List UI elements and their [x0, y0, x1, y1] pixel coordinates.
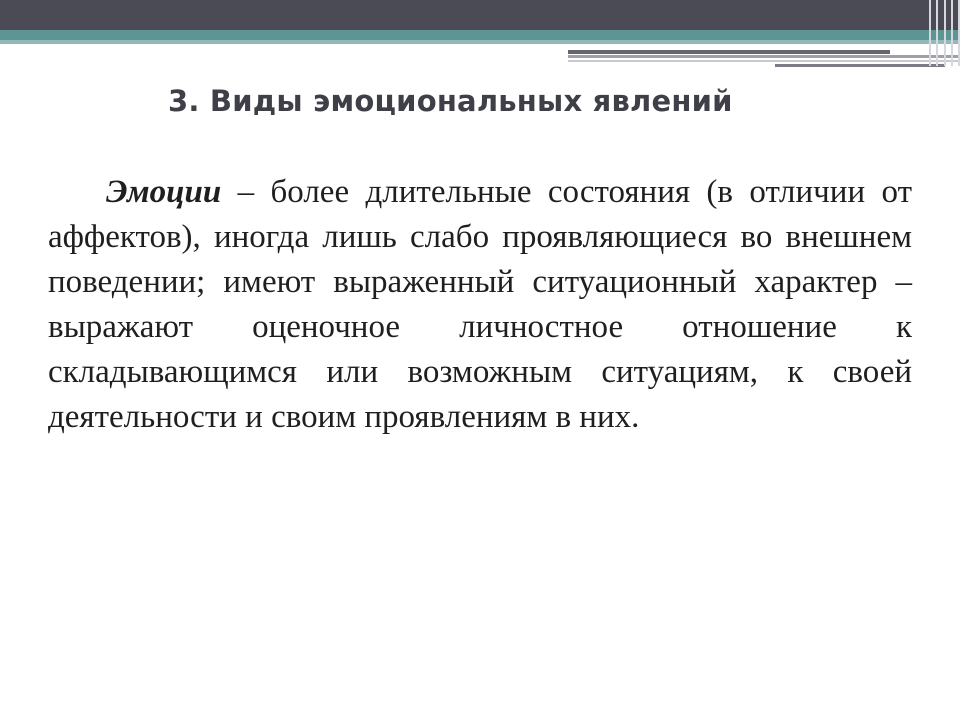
term-emotions: Эмоции — [106, 174, 222, 210]
term-definition: – более длительные состояния (в отличии от аффектов), иногда лишь слабо проявляющиеся во внешнем поведении; имеют выраженный ситуационный характер – выражают оценочное личностное отношение к складывающимся или возможным ситуациям, к своей деятельности и своим проявлениям в них. — [48, 174, 912, 435]
stripe — [936, 0, 938, 66]
header-accent-line — [568, 50, 890, 54]
header-dark-bar — [0, 0, 960, 30]
header-accent-line — [775, 64, 945, 67]
header-vertical-stripes — [929, 0, 960, 66]
stripe — [929, 0, 931, 66]
header-accent-line — [568, 60, 960, 62]
header-teal-band-light — [0, 40, 960, 44]
header-accent-line — [568, 55, 960, 58]
stripe — [944, 0, 946, 66]
stripe — [951, 0, 953, 66]
header-teal-band — [0, 30, 960, 40]
slide-body-text — [48, 170, 912, 440]
slide-title: 3. Виды эмоциональных явлений — [168, 84, 733, 118]
